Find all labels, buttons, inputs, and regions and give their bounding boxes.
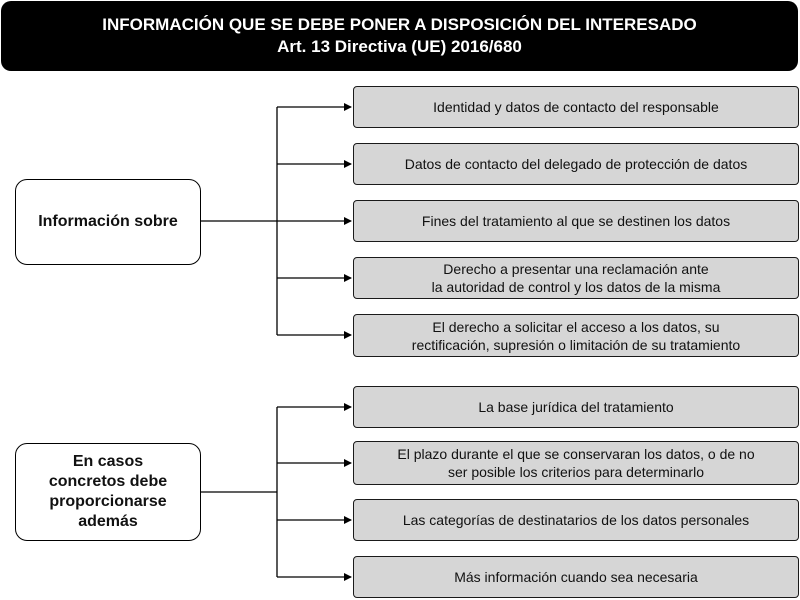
item-right-to-complain: Derecho a presentar una reclamación ante la autoridad de control y los datos de la misma	[353, 257, 799, 299]
item-right-of-access: El derecho a solicitar el acceso a los datos, su rectificación, supresión o limitación de su tratamiento	[353, 314, 799, 357]
item-processing-purposes: Fines del tratamiento al que se destinen los datos	[353, 200, 799, 242]
group-information-about	[15, 179, 201, 265]
group-label: En casos concretos debe proporcionarse además	[48, 453, 168, 530]
diagram-subtitle: Art. 13 Directiva (UE) 2016/680	[277, 37, 522, 56]
item-further-information: Más información cuando sea necesaria	[353, 556, 799, 598]
item-retention-period: El plazo durante el que se conservaran los datos, o de no ser posible los criterios para determinarlo	[353, 441, 799, 485]
item-dpo-contact: Datos de contacto del delegado de protección de datos	[353, 143, 799, 185]
item-controller-identity: Identidad y datos de contacto del responsable	[353, 86, 799, 128]
group-specific-cases	[15, 443, 201, 541]
group-label: Información sobre	[38, 213, 178, 230]
item-legal-basis: La base jurídica del tratamiento	[353, 386, 799, 428]
diagram-title: INFORMACIÓN QUE SE DEBE PONER A DISPOSICIÓN DEL INTERESADO	[102, 15, 697, 34]
item-recipient-categories: Las categorías de destinatarios de los datos personales	[353, 499, 799, 541]
